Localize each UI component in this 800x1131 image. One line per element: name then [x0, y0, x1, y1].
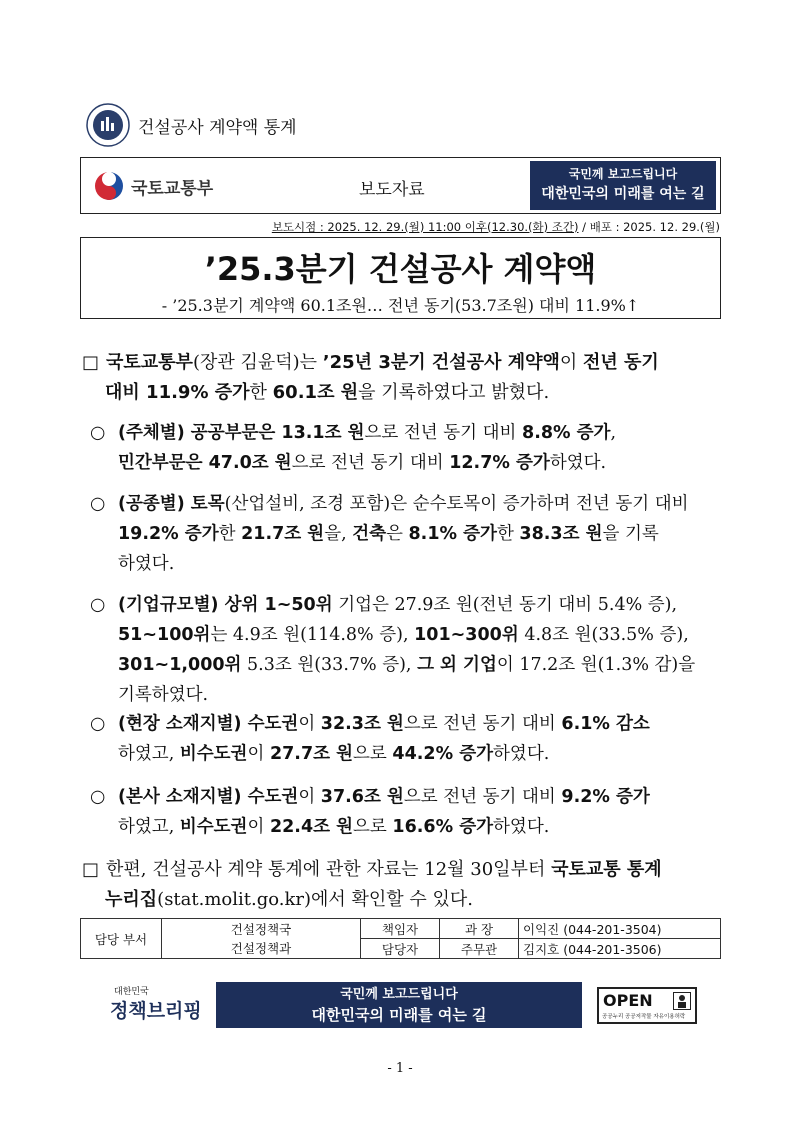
- open-label: OPEN: [603, 991, 653, 1010]
- text: 으로 전년 동기 대비: [291, 453, 450, 473]
- banner-line1: 국민께 보고드립니다: [568, 167, 678, 181]
- text-bold: 6.1% 감소: [561, 714, 650, 734]
- text: ,: [610, 423, 617, 443]
- text-bold: 건축: [352, 524, 387, 544]
- closing-paragraph: [82, 855, 727, 915]
- text-bold: 비수도권: [179, 744, 248, 764]
- text-bold: 21.7조 원: [241, 524, 325, 544]
- text: 하였다.: [118, 554, 175, 574]
- box-bullet: □: [82, 859, 100, 880]
- text-bold: 누리집: [105, 889, 158, 910]
- text-bold: (본사 소재지별) 수도권: [118, 787, 299, 807]
- text-bold: 27.7조 원: [269, 744, 354, 764]
- text-bold: 그 외 기업: [417, 655, 497, 675]
- text-bold: 44.2% 증가: [392, 744, 494, 764]
- text-bold: 37.6조 원: [320, 787, 404, 807]
- text-bold: 전년 동기: [583, 352, 659, 373]
- banner-line1: 국민께 보고드립니다: [340, 987, 458, 1002]
- text-bold: ’25년 3분기 건설공사 계약액: [322, 352, 560, 373]
- text: 한: [249, 382, 273, 403]
- page-subtitle: - ’25.3분기 계약액 60.1조원… 전년 동기(53.7조원) 대비 11.9%↑: [161, 296, 640, 315]
- text: 으로: [353, 744, 393, 764]
- text-bold: 국토교통 통계: [551, 859, 662, 880]
- person-icon: [673, 992, 691, 1014]
- press-release-label: 보도자료: [359, 180, 425, 200]
- text: (stat.molit.go.kr)에서 확인할 수 있다.: [157, 889, 474, 910]
- contact-person: 이익진 (044-201-3504): [519, 919, 721, 939]
- release-info: [272, 219, 720, 235]
- text: 기록하였다.: [118, 685, 209, 705]
- text-bold: 38.3조 원: [519, 524, 603, 544]
- report-banner-footer: [216, 982, 582, 1028]
- banner-line2: 대한민국의 미래를 여는 길: [311, 1006, 487, 1024]
- page-number: - 1 -: [387, 1061, 413, 1076]
- text: 을,: [324, 524, 353, 544]
- position-title: 주무관: [440, 939, 519, 959]
- text: 한: [218, 524, 242, 544]
- briefing-name: 정책브리핑: [110, 1000, 202, 1022]
- contact-table: [80, 918, 721, 959]
- stats-title: 건설공사 계약액 통계: [138, 118, 297, 138]
- text: 하였다.: [549, 453, 607, 473]
- bullet-by-company-size: [90, 590, 726, 710]
- text-bold: 민간부문은 47.0조 원: [118, 453, 292, 473]
- text-bold: 8.1% 증가: [408, 524, 497, 544]
- bullet-by-hq-location: [90, 782, 726, 842]
- open-sub-label: 공공누리 공공저작물 자유이용허락: [602, 1014, 686, 1020]
- circle-bullet: ○: [90, 787, 106, 807]
- position-title: 과 장: [440, 919, 519, 939]
- circle-bullet: ○: [90, 595, 106, 615]
- bureau: 건설정책국: [162, 919, 361, 939]
- circle-bullet: ○: [90, 494, 106, 514]
- text: (장관 김윤덕)는: [192, 352, 323, 373]
- text-bold: 32.3조 원: [320, 714, 404, 734]
- bullet-by-site-location: [90, 709, 726, 769]
- division: 건설정책과: [162, 939, 361, 959]
- text: 으로 전년 동기 대비: [403, 787, 562, 807]
- page-title: ’25.3분기 건설공사 계약액: [204, 250, 597, 288]
- text: 하였다.: [493, 744, 550, 764]
- text: 이: [559, 352, 583, 373]
- text: 4.8조 원(33.5% 증),: [518, 625, 689, 645]
- text-bold: 101~300위: [414, 625, 519, 645]
- text: 을 기록: [602, 524, 659, 544]
- text: 한편, 건설공사 계약 통계에 관한 자료는 12월 30일부터: [106, 859, 552, 880]
- text: 이: [247, 744, 270, 764]
- text-bold: 국토교통부: [106, 352, 193, 373]
- text-bold: 16.6% 증가: [392, 817, 494, 837]
- text: 이: [298, 714, 321, 734]
- circle-bullet: ○: [90, 423, 106, 443]
- text: 는 4.9조 원(114.8% 증),: [210, 625, 415, 645]
- title-box: [80, 237, 721, 319]
- policy-briefing-logo: [110, 987, 206, 1031]
- text-bold: (기업규모별) 상위 1~50위: [118, 595, 333, 615]
- table-row: [81, 919, 721, 939]
- text-bold: 301~1,000위: [118, 655, 242, 675]
- text-bold: (현장 소재지별) 수도권: [118, 714, 299, 734]
- text: 한: [496, 524, 520, 544]
- bullet-by-entity: [90, 418, 726, 478]
- text: 이: [247, 817, 270, 837]
- text: 기업은 27.9조 원(전년 동기 대비 5.4% 증),: [332, 595, 678, 615]
- text: 으로 전년 동기 대비: [364, 423, 523, 443]
- text: 이: [298, 787, 321, 807]
- text: 하였고,: [118, 744, 180, 764]
- text-bold: 19.2% 증가: [118, 524, 219, 544]
- briefing-small-label: 대한민국: [114, 987, 149, 997]
- role-label: 담당자: [361, 939, 440, 959]
- contact-person: 김지호 (044-201-3506): [519, 939, 721, 959]
- text: 은: [386, 524, 409, 544]
- text-bold: 8.8% 증가: [522, 423, 611, 443]
- banner-line2: 대한민국의 미래를 여는 길: [541, 186, 705, 202]
- report-banner: [530, 161, 716, 210]
- text-bold: (주체별) 공공부문은 13.1조 원: [118, 423, 365, 443]
- text-bold: 22.4조 원: [269, 817, 354, 837]
- text-bold: 비수도권: [179, 817, 248, 837]
- text: 이 17.2조 원(1.3% 감)을: [496, 655, 696, 675]
- text: 을 기록하였다고 밝혔다.: [358, 382, 550, 403]
- text-bold: 대비 11.9% 증가: [105, 382, 250, 403]
- role-label: 책임자: [361, 919, 440, 939]
- text-bold: (공종별) 토목: [118, 494, 225, 514]
- taegeuk-logo-icon: [93, 170, 125, 202]
- text-bold: 9.2% 증가: [561, 787, 650, 807]
- lead-paragraph: [82, 348, 727, 408]
- distribution-date: / 배포 : 2025. 12. 29.(월): [578, 220, 720, 234]
- text: (산업설비, 조경 포함)은 순수토목이 증가하며 전년 동기 대비: [224, 494, 689, 514]
- dept-label: 담당 부서: [81, 919, 162, 959]
- text-bold: 12.7% 증가: [449, 453, 550, 473]
- ministry-name: 국토교통부: [131, 179, 214, 199]
- circle-bullet: ○: [90, 714, 106, 734]
- text-bold: 60.1조 원: [272, 382, 359, 403]
- release-date: 보도시점 : 2025. 12. 29.(월) 11:00 이후(12.30.(화) 조간): [271, 220, 579, 234]
- bullet-by-work-type: [90, 489, 726, 579]
- kogl-open-badge: [597, 987, 697, 1024]
- text: 5.3조 원(33.7% 증),: [241, 655, 418, 675]
- text: 으로: [353, 817, 393, 837]
- press-header-box: [80, 157, 721, 214]
- text: 하였고,: [118, 817, 180, 837]
- table-row: [81, 939, 721, 959]
- box-bullet: □: [82, 352, 100, 373]
- text: 으로 전년 동기 대비: [403, 714, 562, 734]
- national-statistics-seal: [86, 103, 130, 147]
- text-bold: 51~100위: [118, 625, 211, 645]
- text: 하였다.: [493, 817, 550, 837]
